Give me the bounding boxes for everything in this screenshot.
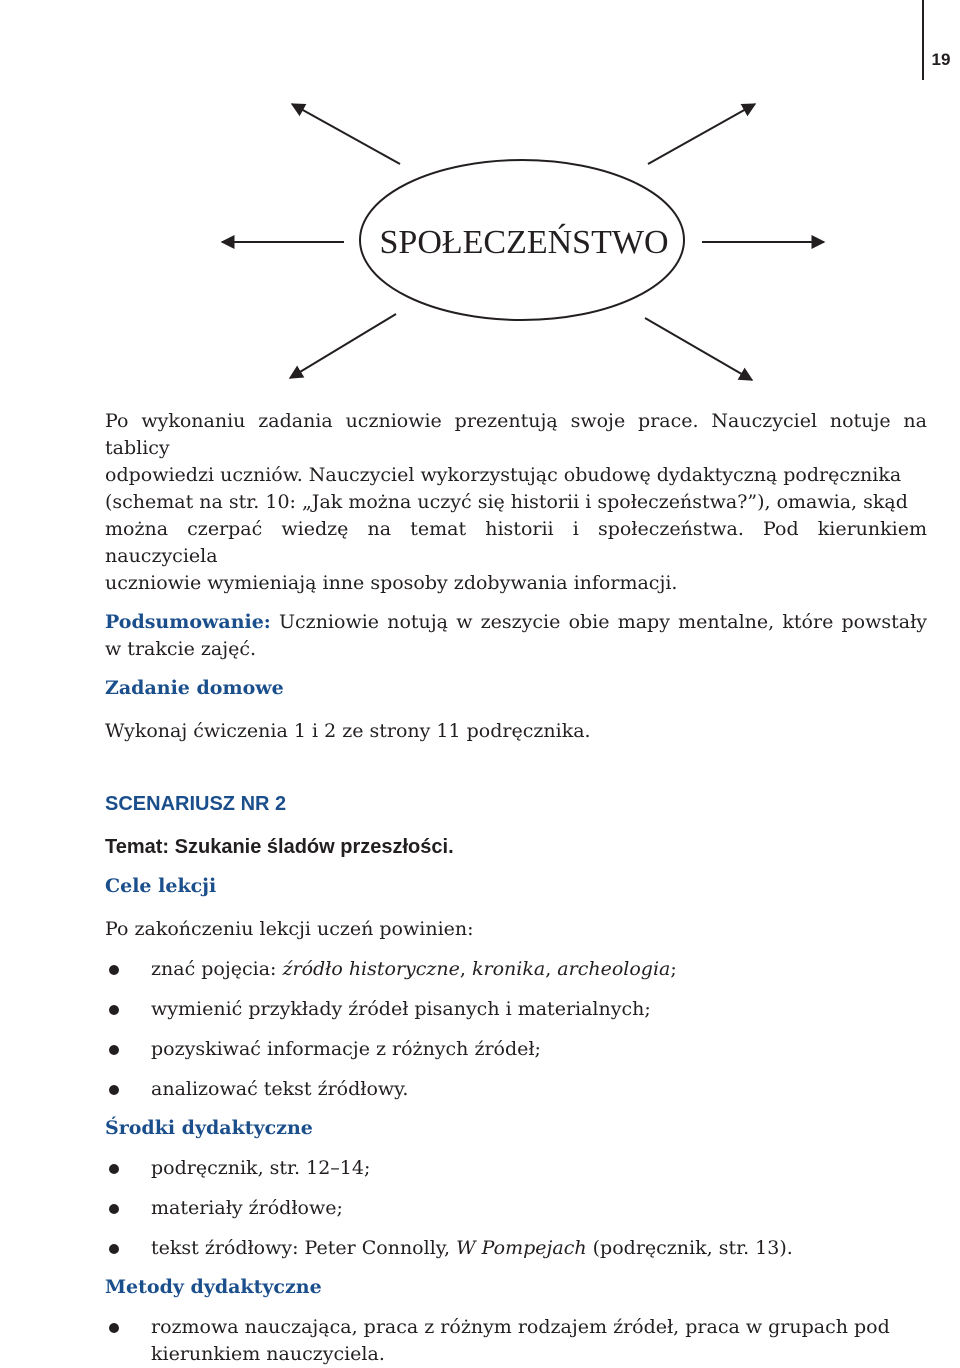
summary-paragraph (105, 609, 927, 663)
list-item: pozyskiwać informacje z różnych źródeł; (105, 1036, 927, 1063)
arrow-bottom-left (290, 314, 396, 378)
page-content (105, 408, 927, 1368)
goals-list (105, 956, 927, 1103)
summary-label: Podsumowanie: (105, 611, 271, 633)
arrow-top-left (292, 104, 400, 164)
materials-list (105, 1155, 927, 1262)
list-item: znać pojęcia: źródło historyczne, kronika, archeologia; (105, 956, 927, 983)
page-number: 19 (931, 50, 951, 69)
goals-heading: Cele lekcji (105, 875, 217, 897)
goals-intro: Po zakończeniu lekcji uczeń powinien: (105, 918, 474, 940)
homework-text: Wykonaj ćwiczenia 1 i 2 ze strony 11 podręcznika. (105, 720, 591, 742)
arrow-top-right (648, 104, 755, 164)
book-title: W Pompejach (456, 1237, 587, 1259)
list-item: analizować tekst źródłowy. (105, 1076, 927, 1103)
arrow-bottom-right (645, 318, 752, 380)
intro-line: Po wykonaniu zadania uczniowie prezentują swoje prace. Nauczyciel notuje na tablicy (105, 410, 927, 459)
intro-line: można czerpać wiedzę na temat historii i społeczeństwa. Pod kierunkiem nauczyciela (105, 518, 927, 567)
methods-list (105, 1314, 927, 1368)
intro-paragraph (105, 408, 927, 597)
list-item: rozmowa nauczająca, praca z różnym rodzajem źródeł, praca w grupach pod kierunkiem nauczyciela. (105, 1314, 927, 1368)
term: archeologia (557, 958, 671, 980)
mind-map-diagram (0, 90, 960, 390)
materials-heading: Środki dydaktyczne (105, 1117, 313, 1139)
intro-line: odpowiedzi uczniów. Nauczyciel wykorzystując obudowę dydaktyczną podręcznika (105, 464, 902, 486)
homework-heading: Zadanie domowe (105, 677, 284, 699)
term: kronika (472, 958, 546, 980)
intro-line: uczniowie wymieniają inne sposoby zdobywania informacji. (105, 572, 678, 594)
center-label: SPOŁECZEŃSTWO (379, 224, 669, 261)
methods-heading: Metody dydaktyczne (105, 1276, 322, 1298)
summary-text: Uczniowie notują w zeszycie obie mapy mentalne, które powstały w trakcie zajęć. (105, 611, 927, 660)
list-item: podręcznik, str. 12–14; (105, 1155, 927, 1182)
term: źródło historyczne (282, 958, 460, 980)
intro-line: (schemat na str. 10: „Jak można uczyć się historii i społeczeństwa?”), omawia, skąd (105, 491, 908, 513)
scenario-topic: Temat: Szukanie śladów przeszłości. (105, 836, 454, 858)
scenario-title: SCENARIUSZ NR 2 (105, 793, 287, 815)
list-item: materiały źródłowe; (105, 1195, 927, 1222)
list-item: wymienić przykłady źródeł pisanych i materialnych; (105, 996, 927, 1023)
list-item: tekst źródłowy: Peter Connolly, W Pompejach (podręcznik, str. 13). (105, 1235, 927, 1262)
